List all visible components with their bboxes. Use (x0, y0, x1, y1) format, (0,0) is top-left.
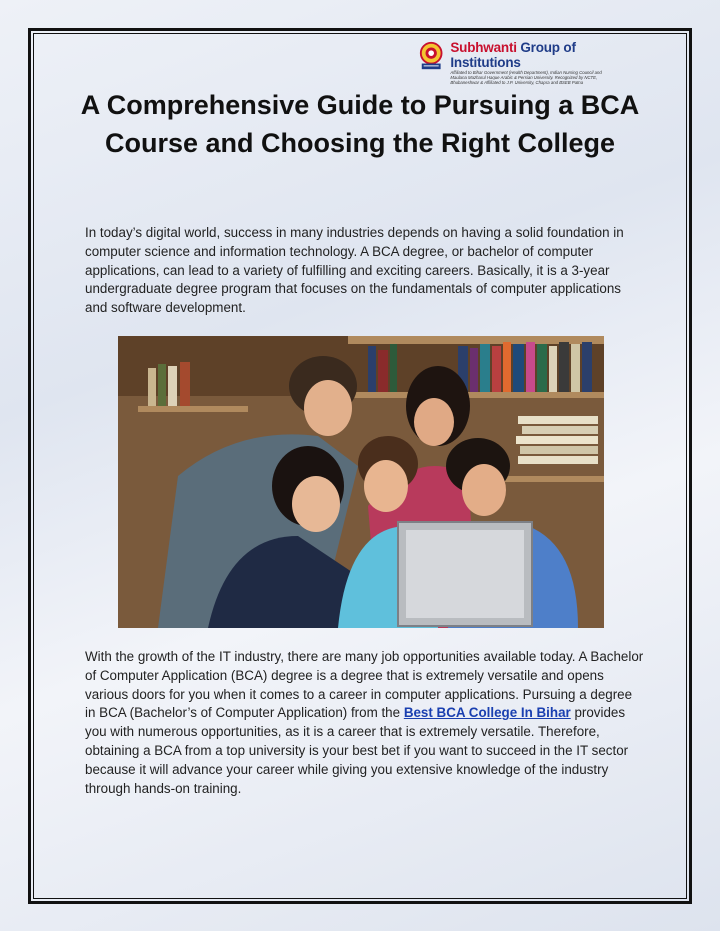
body-text-before-link: With the growth of the IT industry, there are many job opportunities available today. A Bachelor of Computer Application (BCA) degree is a degree that is extremely versatile and opens various doors for you when it comes to a career in computer applications. Pursuing a degree in BCA (Bachelor’s of Computer Application) from the (85, 649, 644, 721)
intro-paragraph: In today’s digital world, success in many industries depends on having a solid foundation in computer science and information technology. A BCA degree, or bachelor of computer applications, can lead to a variety of fulfilling and exciting careers. Basically, it is a 3-year undergraduate degree program that focuses on the fundamentals of computer applications and software development. (85, 225, 624, 316)
institution-logo (418, 40, 638, 85)
emblem-icon (418, 40, 444, 72)
body-text-after-link: provides you with numerous opportunities, as it is a career that is extremely versatile. Therefore, obtaining a BCA from a top university is your best bet if you want to succeed in the IT sector because it will advance your career while giving you extensive knowledge of the industry through hands-on training. (85, 705, 629, 796)
logo-subtitle (450, 70, 634, 85)
body-paragraph (85, 648, 645, 798)
laptop (398, 522, 532, 626)
best-bca-college-link[interactable]: Best BCA College In Bihar (403, 705, 571, 721)
logo-subtitle-line: Affiliated to Bihar Government (Health Department), Indian Nursing Council and (450, 70, 602, 75)
logo-subtitle-line: Maulana Mazharul Haque Arabic & Persian University. Recognized by NCTE, (450, 75, 598, 80)
students-photo (118, 336, 604, 628)
logo-name-first: Subhwanti (450, 40, 517, 55)
logo-name-rest: Group of Institutions (450, 40, 576, 70)
logo-subtitle-line: Bhubaneshwar & Affiliated to J.P. University, Chapra and BSEB Patna (450, 80, 584, 85)
page-title: A Comprehensive Guide to Pursuing a BCA Course and Choosing the Right College (80, 90, 640, 158)
students-illustration (118, 336, 604, 628)
logo-name (450, 40, 638, 70)
